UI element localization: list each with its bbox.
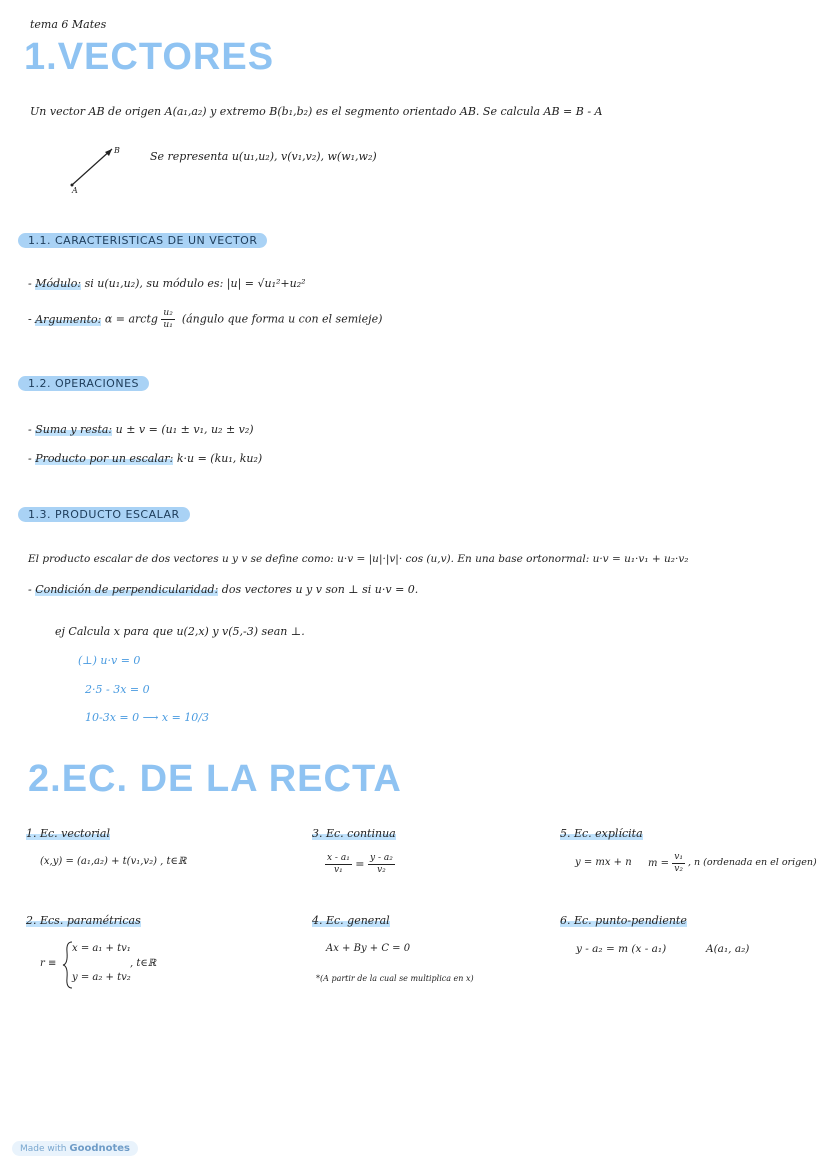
perpendicularidad-line: - Condición de perpendicularidad: dos vectores u y v son ⊥ si u·v = 0. (28, 583, 419, 596)
ec-explicita-m (648, 852, 685, 875)
parametricas-line-1: x = a₁ + tv₁ (72, 943, 131, 954)
ec-punto-pendiente-equation: y - a₂ = m (x - a₁) (576, 943, 667, 955)
argumento-line: - Argumento: α = arctg $\frac{\text{u₂}}{\text{u₁}}$ (ángulo que forma u con el semieje) (28, 308, 383, 330)
continua-den-y: v₂ (377, 865, 386, 875)
made-with-text: Made with (20, 1144, 67, 1154)
ec-continua-equation: $\frac{\text{x - a₁}}{\text{v₁}}$ = $\frac{\text{y - a₂}}{\text{v₂}}$ (327, 853, 393, 875)
section-heading-caracteristicas: 1.1. CARACTERISTICAS DE UN VECTOR (18, 233, 267, 248)
producto-line: - Producto por un escalar: k·u = (ku₁, ku₂) (28, 452, 263, 465)
producto-text: k·u = (ku₁, ku₂) (176, 452, 263, 465)
goodnotes-badge[interactable] (12, 1141, 138, 1156)
section-heading-operaciones: 1.2. OPERACIONES (18, 376, 149, 391)
producto-label: Producto por un escalar: (35, 452, 174, 465)
continua-num-x: x - a₁ (327, 853, 350, 863)
ec-general-equation: Ax + By + C = 0 (326, 943, 411, 954)
ec-parametricas-heading: 2. Ecs. paramétricas (26, 914, 141, 927)
suma-label: Suma y resta: (35, 423, 113, 436)
ec-explicita-heading: 5. Ec. explícita (560, 827, 643, 840)
vector-representation: Se representa u(u₁,u₂), v(v₁,v₂), w(w₁,w₂) (150, 150, 377, 163)
parametricas-r: r ≡ (40, 958, 57, 969)
ec-punto-pendiente-point: A(a₁, a₂) (706, 943, 750, 955)
example-step-2: 2·5 - 3x = 0 (85, 683, 150, 696)
continua-fraction-x (325, 853, 352, 876)
page-title: 1.VECTORES (24, 36, 275, 78)
parametricas-param: , t∈ℝ (130, 958, 157, 969)
explicita-m-den: v₂ (674, 864, 683, 874)
example-step-1: (⊥) u·v = 0 (78, 654, 141, 667)
ec-general-note: *(A partir de la cual se multiplica en x) (316, 974, 474, 983)
suma-line: - Suma y resta: u ± v = (u₁ ± v₁, u₂ ± v₂) (28, 423, 254, 436)
ec-punto-pendiente-heading: 6. Ec. punto-pendiente (560, 914, 687, 927)
modulo-line: - Módulo: si u(u₁,u₂), su módulo es: |u| = √u₁²+u₂² (28, 277, 306, 290)
explicita-m-num: v₁ (674, 852, 683, 862)
continua-fraction-y (368, 853, 395, 876)
argumento-denominator: u₁ (163, 320, 173, 330)
goodnotes-brand: Goodnotes (69, 1143, 130, 1154)
argumento-fraction (161, 308, 174, 331)
ec-explicita-n-note: , n (ordenada en el origen) (688, 857, 817, 868)
ec-vectorial-heading: 1. Ec. vectorial (26, 827, 110, 840)
argumento-label: Argumento: (35, 312, 102, 326)
producto-escalar-definition: El producto escalar de dos vectores u y v se define como: u·v = |u|·|v|· cos (u,v). En una base ortonormal: u·v = u₁·v₁ + u₂·v₂ (28, 553, 689, 565)
vector-definition: Un vector AB de origen A(a₁,a₂) y extremo B(b₁,b₂) es el segmento orientado AB. Se calcula AB = B - A (30, 105, 603, 118)
continua-den-x: v₁ (334, 865, 343, 875)
section-heading-producto-escalar: 1.3. PRODUCTO ESCALAR (18, 507, 190, 522)
suma-text: u ± v = (u₁ ± v₁, u₂ ± v₂) (115, 423, 254, 436)
explicita-m-label: m = (648, 858, 670, 869)
ec-general-heading: 4. Ec. general (312, 914, 390, 927)
modulo-label: Módulo: (35, 277, 82, 290)
ec-vectorial-equation: (x,y) = (a₁,a₂) + t(v₁,v₂) , t∈ℝ (40, 856, 187, 867)
parametricas-line-2: y = a₂ + tv₂ (72, 972, 131, 983)
explicita-m-fraction (672, 852, 685, 875)
continua-num-y: y - a₂ (370, 853, 393, 863)
perpendicularidad-text: dos vectores u y v son ⊥ si u·v = 0. (221, 583, 419, 596)
argumento-note: (ángulo que forma u con el semieje) (181, 312, 383, 326)
example-statement: ej Calcula x para que u(2,x) y v(5,-3) sean ⊥. (55, 625, 305, 638)
example-step-3: 10-3x = 0 ⟶ x = 10/3 (85, 711, 210, 724)
perpendicularidad-label: Condición de perpendicularidad: (35, 583, 219, 596)
argumento-text: α = arctg (104, 312, 158, 326)
page-tag: tema 6 Mates (30, 18, 107, 31)
ec-continua-heading: 3. Ec. continua (312, 827, 396, 840)
argumento-numerator: u₂ (163, 308, 173, 318)
ec-explicita-equation: y = mx + n (575, 857, 632, 868)
point-b-label: B (114, 146, 120, 155)
section-title-recta: 2.EC. DE LA RECTA (28, 758, 402, 800)
point-a-label: A (72, 186, 78, 195)
modulo-text: si u(u₁,u₂), su módulo es: |u| = √u₁²+u₂² (84, 277, 306, 290)
